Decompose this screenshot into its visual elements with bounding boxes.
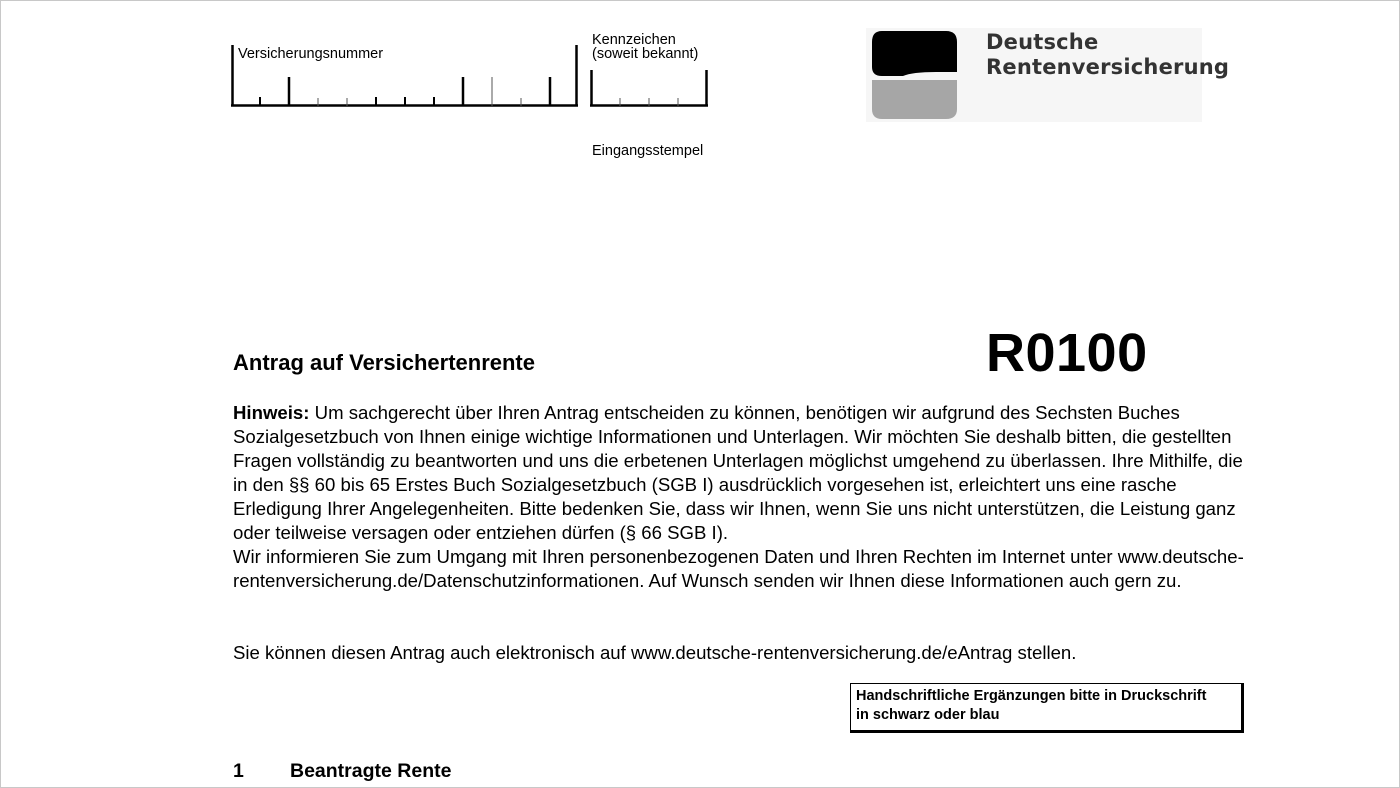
kennzeichen-label: Kennzeichen xyxy=(592,32,676,48)
logo-line-1: Deutsche xyxy=(986,30,1099,54)
section-title: Beantragte Rente xyxy=(290,760,452,782)
insurance-number-label: Versicherungsnummer xyxy=(238,46,384,62)
form-code: R0100 xyxy=(986,323,1148,383)
kennzeichen-comb xyxy=(590,70,708,107)
hint-label: Hinweis: xyxy=(233,402,310,423)
hint-paragraph-2: Wir informieren Sie zum Umgang mit Ihren personenbezogenen Daten und Ihren Rechten im Internet unter www.deutsche-rentenversicherung.de/Datenschutzinformationen. Auf Wunsch senden wir Ihnen diese Informationen auch gern zu. xyxy=(233,546,1244,591)
handwriting-note-line-1: Handschriftliche Ergänzungen bitte in Druckschrift xyxy=(856,688,1207,704)
e-antrag-text: Sie können diesen Antrag auch elektronisch auf www.deutsche-rentenversicherung.de/eAntrag stellen. xyxy=(233,642,1077,663)
handwriting-note-line-2: in schwarz oder blau xyxy=(856,707,1000,723)
hint-block xyxy=(233,401,1253,593)
logo-line-2: Rentenversicherung xyxy=(986,55,1230,79)
drv-logo-mark-icon xyxy=(866,28,962,122)
hint-paragraph-1 xyxy=(233,401,1253,545)
kennzeichen-field[interactable] xyxy=(590,70,708,107)
stamp-label: Eingangsstempel xyxy=(592,143,704,159)
kennzeichen-sublabel: (soweit bekannt) xyxy=(592,46,699,62)
form-title: Antrag auf Versichertenrente xyxy=(233,350,535,375)
section-number: 1 xyxy=(233,760,244,782)
drv-logo xyxy=(866,28,1230,122)
hint-text-1: Um sachgerecht über Ihren Antrag entscheiden zu können, benötigen wir aufgrund des Sechsten Buches Sozialgesetzbuch von Ihnen einige wichtige Informationen und Unterlagen. Wir möchten Sie deshalb bitten, die gestellten Fragen vollständig zu beantworten und uns die erbetenen Unterlagen möglichst umgehend zu überlassen. Ihre Mithilfe, die in den §§ 60 bis 65 Erstes Buch Sozialgesetzbuch (SGB I) ausdrücklich vorgesehen ist, erleichtert uns eine rasche Erledigung Ihrer Angelegenheiten. Bitte bedenken Sie, dass wir Ihnen, wenn Sie uns nicht unterstützen, die Leistung ganz oder teilweise versagen oder entziehen dürfen (§ 66 SGB I). xyxy=(233,402,1243,543)
section-heading-1 xyxy=(233,760,451,783)
handwriting-note-box xyxy=(850,683,1244,733)
